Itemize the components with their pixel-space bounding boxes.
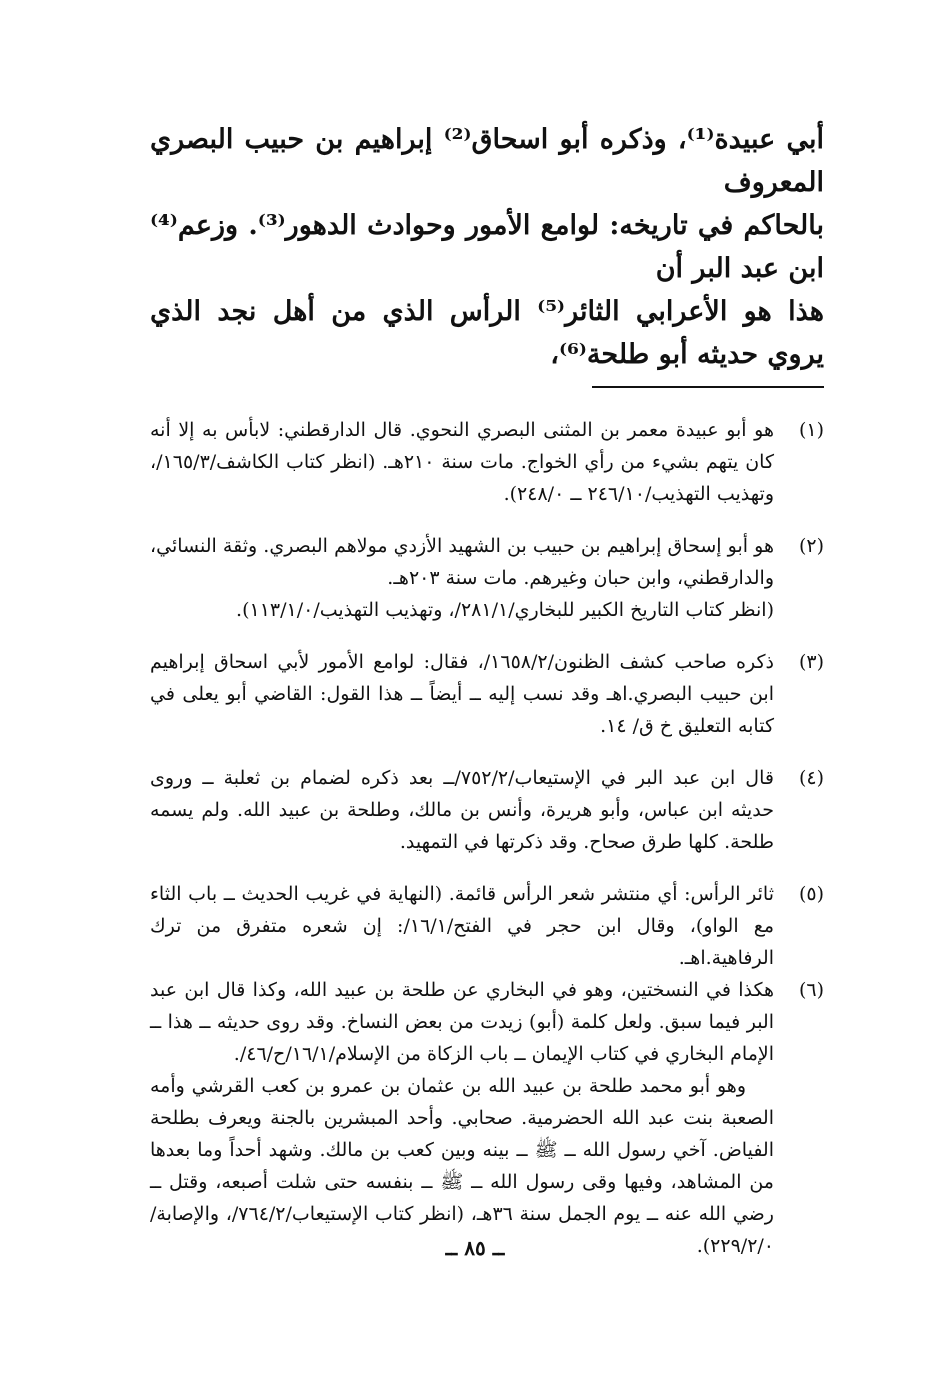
footnote-text: (انظر كتاب التاريخ الكبير للبخاري/٢٨١/١/، وتهذيب التهذيب/١١٣/١/٠). [236, 599, 774, 621]
footnote-4 [150, 762, 824, 858]
footnote-text: قال ابن عبد البر في الإستيعاب/٧٥٢/٢/ــ بعد ذكره لضمام بن ثعلبة ــ وروى حديثه ابن عباس، وأبو هريرة، وأنس بن مالك، وطلحة بن عبيد الله. ولم يسمه طلحة. كلها طرق صحاح. وقد ذكرتها في التمهيد. [150, 767, 774, 853]
main-text-line: هذا هو الأعرابي الثائر⁽⁵⁾ الرأس الذي من أهل نجد الذي يروي حديثه أبو طلحة⁽⁶⁾، [150, 296, 824, 370]
footnote-body [150, 530, 774, 626]
footnote-number: (٣) [798, 651, 824, 673]
footnote-body [150, 762, 774, 858]
footnote-text: وهو أبو محمد طلحة بن عبيد الله بن عثمان بن عمرو بن كعب القرشي وأمه الصعبة بنت عبد الله الحضرمية. صحابي. وأحد المبشرين بالجنة ويعرف بطلحة الفياض. آخي رسول الله ــ ﷺ ــ بينه وبين كعب بن مالك. وشهد أحداً وما بعدها من المشاهد، وفيها وقى رسول الله ــ ﷺ ــ بنفسه حتى شلت أصبعه، وقتل ــ رضي الله عنه ــ يوم الجمل سنة ٣٦هـ، (انظر كتاب الإستيعاب/٧٦٤/٢/، والإصابة/٢٢٩/٢/٠). [150, 1075, 774, 1257]
footnote-number: (٦) [798, 979, 824, 1001]
footnote-text: ذكره صاحب كشف الظنون/١٦٥٨/٢/، فقال: لوامع الأمور لأبي اسحاق إبراهيم ابن حبيب البصري.اهـ وقد نسب إليه ــ أيضاً ــ هذا القول: القاضي أبو يعلى في كتابه التعليق خ ق/ ١٤. [150, 651, 774, 737]
footnote-number: (١) [798, 419, 824, 441]
page-content [150, 118, 824, 1282]
footnote-number: (٢) [798, 535, 824, 557]
main-text-line: بالحاكم في تاريخه: لوامع الأمور وحوادث الدهور⁽³⁾. وزعم⁽⁴⁾ ابن عبد البر أن [150, 210, 824, 284]
footnotes [150, 414, 824, 1262]
footnote-text: ثائر الرأس: أي منتشر شعر الرأس قائمة. (النهاية في غريب الحديث ــ باب الثاء مع الواو)، وقال ابن حجر في الفتح/١٦/١/: إن شعره متفرق من ترك الرفاهية.اهـ. [150, 883, 774, 969]
footnote-text: هكذا في النسختين، وهو في البخاري عن طلحة بن عبيد الله، وكذا قال ابن عبد البر فيما سبق. ولعل كلمة (أبو) زيدت من بعض النساخ. وقد روى حديثه ــ هذا ــ الإمام البخاري في كتاب الإيمان ــ باب الزكاة من الإسلام/١٦/١/ح/٤٦/. [150, 979, 774, 1065]
footnote-2 [150, 530, 824, 626]
footnote-body [150, 878, 774, 974]
footnote-text: هو أبو إسحاق إبراهيم بن حبيب بن الشهيد الأزدي مولاهم البصري. وثقة النسائي، والدارقطني، وابن حبان وغيرهم. مات سنة ٢٠٣هـ. [150, 535, 774, 589]
main-text [150, 118, 824, 376]
page-number: ــ ٨٥ ــ [445, 1236, 505, 1260]
footnote-3 [150, 646, 824, 742]
footnote-separator [592, 386, 824, 388]
footnote-number: (٥) [798, 883, 824, 905]
footnote-6 [150, 974, 824, 1262]
main-text-line: أبي عبيدة⁽¹⁾، وذكره أبو اسحاق⁽²⁾ إبراهيم بن حبيب البصري المعروف [150, 124, 825, 198]
footnote-body [150, 414, 774, 510]
footnote-text: هو أبو عبيدة معمر بن المثنى البصري النحوي. قال الدارقطني: لابأس به إلا أنه كان يتهم بشيء من رأي الخواج. مات سنة ٢١٠هـ. (انظر كتاب الكاشف/١٦٥/٣/، وتهذيب التهذيب/٢٤٦/١٠ ــ ٢٤٨/٠). [150, 419, 774, 505]
footnote-1 [150, 414, 824, 510]
footnote-body [150, 974, 774, 1262]
footnote-number: (٤) [798, 767, 824, 789]
footnote-5 [150, 878, 824, 974]
footnote-body [150, 646, 774, 742]
